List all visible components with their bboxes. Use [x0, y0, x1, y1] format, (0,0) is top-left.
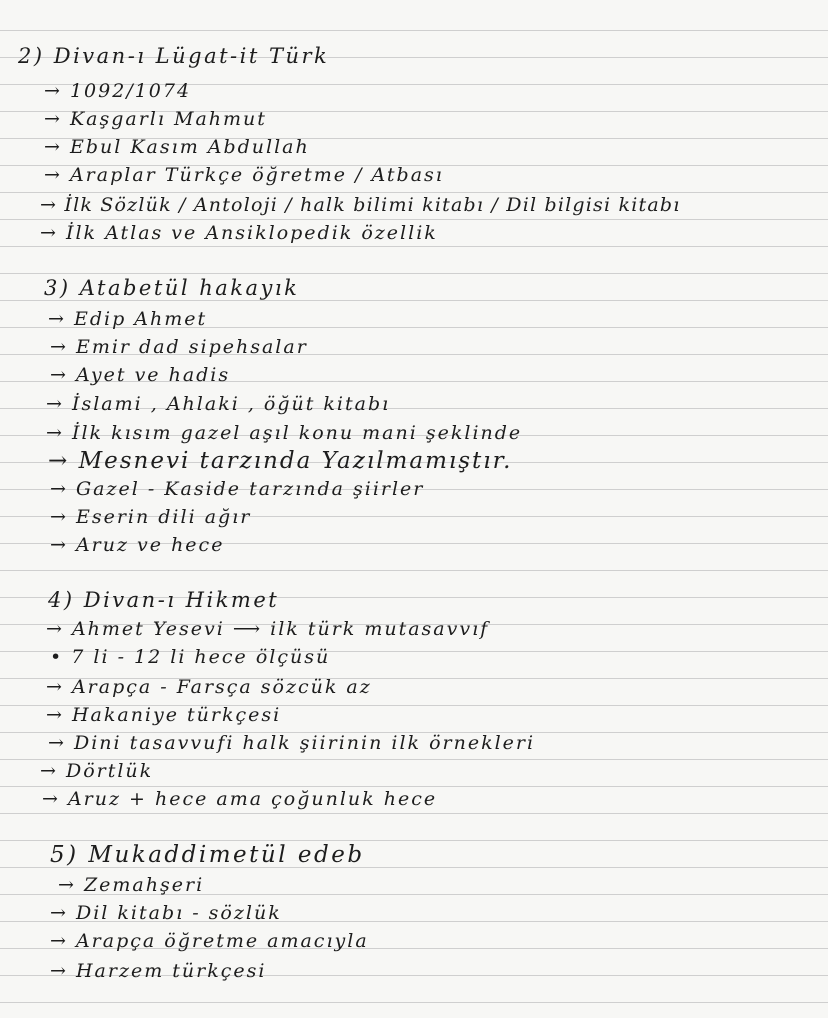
section-3-item: → Gazel - Kaside tarzında şiirler [50, 478, 425, 500]
section-4-item: → Arapça - Farsça sözcük az [46, 676, 372, 698]
section-4-item: • 7 li - 12 li hece ölçüsü [50, 646, 331, 668]
section-3-item: → Eserin dili ağır [50, 506, 252, 528]
section-4-item: → Dini tasavvufi halk şiirinin ilk örnekleri [48, 732, 536, 754]
section-5-item: → Zemahşeri [58, 874, 205, 896]
section-4-item: → Ahmet Yesevi ⟶ ilk türk mutasavvıf [46, 618, 490, 640]
section-4-title: 4) Divan-ı Hikmet [48, 588, 280, 612]
section-2-item: → İlk Sözlük / Antoloji / halk bilimi kitabı / Dil bilgisi kitabı [40, 194, 681, 216]
section-3-item: → İlk kısım gazel aşıl konu mani şeklinde [46, 422, 523, 444]
section-2-item: → Araplar Türkçe öğretme / Atbası [44, 164, 444, 186]
section-3-item: → Aruz ve hece [50, 534, 225, 556]
section-5-title: 5) Mukaddimetül edeb [50, 842, 365, 868]
section-3-title: 3) Atabetül hakayık [44, 276, 300, 300]
section-4-item: → Dörtlük [40, 760, 154, 782]
section-5-item: → Dil kitabı - sözlük [50, 902, 282, 924]
section-3-item: → Mesnevi tarzında Yazılmamıştır. [48, 448, 513, 474]
section-2-item: → Ebul Kasım Abdullah [44, 136, 310, 158]
section-2-title: 2) Divan-ı Lügat-it Türk [18, 44, 330, 68]
section-2-item: → 1092/1074 [44, 80, 192, 102]
section-2-item: → İlk Atlas ve Ansiklopedik özellik [40, 222, 438, 244]
section-5-item: → Harzem türkçesi [50, 960, 267, 982]
section-3-item: → Edip Ahmet [48, 308, 208, 330]
section-2-item: → Kaşgarlı Mahmut [44, 108, 267, 130]
section-3-item: → Ayet ve hadis [50, 364, 231, 386]
section-3-item: → Emir dad sipehsalar [50, 336, 308, 358]
section-3-item: → İslami , Ahlaki , öğüt kitabı [46, 393, 391, 415]
section-5-item: → Arapça öğretme amacıyla [50, 930, 369, 952]
section-4-item: → Hakaniye türkçesi [46, 704, 282, 726]
section-4-item: → Aruz + hece ama çoğunluk hece [42, 788, 438, 810]
